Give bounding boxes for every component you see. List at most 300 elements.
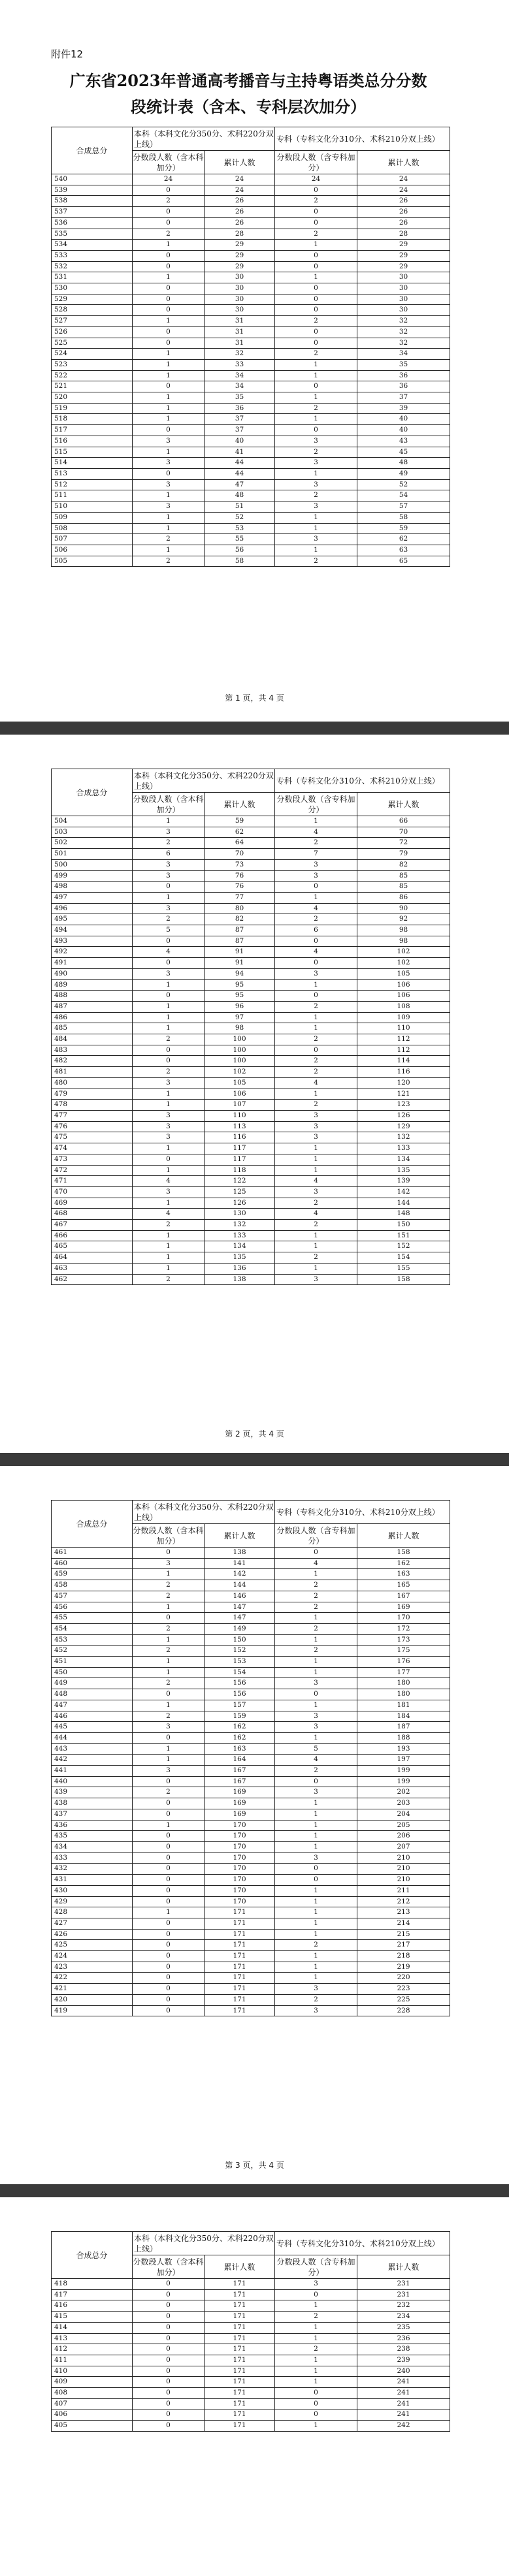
cell-score: 496	[52, 903, 133, 914]
cell-undergrad-count: 0	[133, 1864, 205, 1875]
cell-undergrad-count: 1	[133, 523, 205, 534]
cell-undergrad-cumulative: 171	[205, 2300, 275, 2312]
cell-score: 508	[52, 523, 133, 534]
cell-undergrad-cumulative: 95	[205, 991, 275, 1002]
cell-undergrad-count: 2	[133, 1711, 205, 1722]
cell-college-cumulative: 236	[357, 2333, 450, 2344]
cell-college-cumulative: 63	[357, 545, 450, 556]
cell-score: 540	[52, 174, 133, 185]
cell-college-count: 3	[275, 1984, 357, 1995]
table-row	[52, 849, 450, 860]
cell-undergrad-cumulative: 87	[205, 925, 275, 936]
table-row	[52, 2344, 450, 2355]
cell-college-count: 2	[275, 196, 357, 207]
table-row	[52, 1700, 450, 1711]
cell-undergrad-cumulative: 107	[205, 1100, 275, 1111]
cell-college-cumulative: 241	[357, 2409, 450, 2421]
header-college-count: 分数段人数（含专科加分）	[275, 151, 357, 174]
cell-undergrad-cumulative: 171	[205, 2279, 275, 2290]
cell-undergrad-count: 1	[133, 359, 205, 370]
cell-score: 518	[52, 414, 133, 425]
cell-college-cumulative: 241	[357, 2377, 450, 2388]
cell-undergrad-count: 0	[133, 1940, 205, 1951]
table-row	[52, 468, 450, 479]
cell-college-count: 2	[275, 556, 357, 567]
cell-college-count: 3	[275, 968, 357, 979]
table-row	[52, 1918, 450, 1929]
cell-college-cumulative: 142	[357, 1186, 450, 1198]
cell-college-cumulative: 106	[357, 979, 450, 991]
cell-score: 425	[52, 1940, 133, 1951]
cell-undergrad-cumulative: 64	[205, 838, 275, 849]
cell-score: 474	[52, 1143, 133, 1154]
cell-college-count: 0	[275, 2409, 357, 2421]
cell-college-cumulative: 70	[357, 827, 450, 838]
header-score: 合成总分	[52, 127, 133, 174]
cell-undergrad-cumulative: 154	[205, 1667, 275, 1678]
cell-undergrad-cumulative: 132	[205, 1220, 275, 1231]
table-row	[52, 1787, 450, 1798]
cell-college-count: 1	[275, 2366, 357, 2377]
table-row	[52, 1143, 450, 1154]
header-undergrad-cumulative: 累计人数	[205, 151, 275, 174]
cell-undergrad-count: 0	[133, 1689, 205, 1700]
cell-college-cumulative: 158	[357, 1548, 450, 1559]
cell-college-count: 1	[275, 1798, 357, 1809]
cell-undergrad-cumulative: 24	[205, 174, 275, 185]
cell-undergrad-count: 1	[133, 1700, 205, 1711]
cell-score: 442	[52, 1755, 133, 1766]
cell-college-count: 0	[275, 294, 357, 305]
cell-college-cumulative: 211	[357, 1885, 450, 1896]
table-row	[52, 1056, 450, 1067]
cell-undergrad-cumulative: 167	[205, 1766, 275, 1777]
cell-undergrad-count: 3	[133, 458, 205, 469]
table-row	[52, 2279, 450, 2290]
cell-college-cumulative: 220	[357, 1973, 450, 1984]
table-row	[52, 1940, 450, 1951]
cell-college-cumulative: 176	[357, 1657, 450, 1668]
cell-college-count: 1	[275, 1165, 357, 1176]
cell-score: 449	[52, 1678, 133, 1689]
table-row	[52, 261, 450, 272]
table-row	[52, 501, 450, 513]
cell-undergrad-cumulative: 171	[205, 1973, 275, 1984]
cell-undergrad-cumulative: 162	[205, 1732, 275, 1743]
cell-undergrad-cumulative: 171	[205, 2388, 275, 2399]
cell-college-cumulative: 165	[357, 1580, 450, 1591]
table-row	[52, 1678, 450, 1689]
header-undergrad-count: 分数段人数（含本科加分）	[133, 1524, 205, 1548]
cell-undergrad-count: 0	[133, 958, 205, 969]
cell-undergrad-cumulative: 34	[205, 381, 275, 392]
header-undergrad-count: 分数段人数（含本科加分）	[133, 151, 205, 174]
cell-undergrad-count: 3	[133, 1121, 205, 1132]
cell-score: 409	[52, 2377, 133, 2388]
cell-college-count: 2	[275, 838, 357, 849]
cell-college-count: 1	[275, 1885, 357, 1896]
table-row	[52, 859, 450, 870]
table-row	[52, 534, 450, 545]
cell-score: 444	[52, 1732, 133, 1743]
cell-college-count: 1	[275, 1263, 357, 1274]
cell-undergrad-cumulative: 138	[205, 1274, 275, 1285]
cell-score: 535	[52, 229, 133, 240]
cell-undergrad-cumulative: 171	[205, 2398, 275, 2409]
table-row	[52, 968, 450, 979]
cell-college-count: 0	[275, 1689, 357, 1700]
cell-college-cumulative: 54	[357, 490, 450, 501]
table-row	[52, 1001, 450, 1012]
cell-college-cumulative: 40	[357, 414, 450, 425]
cell-college-cumulative: 181	[357, 1700, 450, 1711]
cell-undergrad-cumulative: 26	[205, 207, 275, 218]
cell-college-count: 2	[275, 1646, 357, 1657]
table-row	[52, 1121, 450, 1132]
cell-college-cumulative: 39	[357, 403, 450, 414]
table-row	[52, 870, 450, 882]
table-row	[52, 1951, 450, 1962]
cell-college-cumulative: 241	[357, 2388, 450, 2399]
table-row	[52, 1580, 450, 1591]
cell-undergrad-cumulative: 171	[205, 1962, 275, 1973]
cell-undergrad-cumulative: 56	[205, 545, 275, 556]
cell-undergrad-count: 0	[133, 2388, 205, 2399]
cell-score: 517	[52, 425, 133, 436]
cell-college-cumulative: 175	[357, 1646, 450, 1657]
cell-college-cumulative: 132	[357, 1132, 450, 1143]
cell-college-count: 2	[275, 1623, 357, 1634]
cell-college-count: 3	[275, 1132, 357, 1143]
document-title-line2: 段统计表（含本、专科层次加分）	[131, 97, 366, 116]
cell-undergrad-count: 1	[133, 1165, 205, 1176]
cell-score: 498	[52, 882, 133, 893]
header-undergrad: 本科（本科文化分350分、术科220分双上线）	[133, 2232, 275, 2255]
cell-undergrad-cumulative: 170	[205, 1831, 275, 1842]
table-row	[52, 381, 450, 392]
cell-undergrad-cumulative: 116	[205, 1132, 275, 1143]
cell-undergrad-count: 0	[133, 1056, 205, 1067]
table-row	[52, 479, 450, 490]
cell-college-cumulative: 30	[357, 283, 450, 294]
header-college: 专科（专科文化分310分、术科210分双上线）	[275, 1501, 450, 1524]
cell-college-count: 0	[275, 936, 357, 947]
cell-college-count: 0	[275, 217, 357, 229]
cell-undergrad-count: 1	[133, 414, 205, 425]
cell-college-count: 3	[275, 1787, 357, 1798]
cell-college-count: 0	[275, 882, 357, 893]
cell-score: 524	[52, 349, 133, 360]
cell-college-count: 3	[275, 1678, 357, 1689]
cell-undergrad-count: 0	[133, 207, 205, 218]
cell-score: 510	[52, 501, 133, 513]
cell-college-count: 4	[275, 1209, 357, 1220]
cell-college-count: 0	[275, 1864, 357, 1875]
cell-undergrad-cumulative: 138	[205, 1548, 275, 1559]
cell-undergrad-cumulative: 94	[205, 968, 275, 979]
table-row	[52, 523, 450, 534]
cell-undergrad-count: 2	[133, 1646, 205, 1657]
cell-college-cumulative: 32	[357, 338, 450, 349]
table-row	[52, 1023, 450, 1034]
page-2	[0, 735, 509, 1453]
cell-college-cumulative: 85	[357, 882, 450, 893]
cell-college-cumulative: 188	[357, 1732, 450, 1743]
cell-score: 420	[52, 1994, 133, 2005]
cell-college-count: 1	[275, 1657, 357, 1668]
table-row	[52, 1875, 450, 1886]
cell-college-cumulative: 90	[357, 903, 450, 914]
table-row	[52, 1198, 450, 1209]
cell-college-cumulative: 48	[357, 458, 450, 469]
cell-college-count: 1	[275, 1667, 357, 1678]
cell-college-cumulative: 172	[357, 1623, 450, 1634]
cell-score: 520	[52, 392, 133, 404]
cell-undergrad-count: 0	[133, 2322, 205, 2333]
header-undergrad: 本科（本科文化分350分、术科220分双上线）	[133, 769, 275, 793]
cell-undergrad-cumulative: 171	[205, 1929, 275, 1940]
cell-college-cumulative: 35	[357, 359, 450, 370]
cell-undergrad-count: 3	[133, 903, 205, 914]
cell-undergrad-cumulative: 141	[205, 1558, 275, 1569]
cell-undergrad-count: 0	[133, 1841, 205, 1852]
cell-college-count: 1	[275, 1896, 357, 1907]
table-row	[52, 1165, 450, 1176]
cell-undergrad-count: 3	[133, 968, 205, 979]
cell-undergrad-count: 0	[133, 2409, 205, 2421]
cell-undergrad-cumulative: 95	[205, 979, 275, 991]
cell-score: 502	[52, 838, 133, 849]
cell-college-count: 3	[275, 2279, 357, 2290]
table-row	[52, 447, 450, 458]
cell-college-cumulative: 121	[357, 1089, 450, 1100]
cell-college-count: 2	[275, 490, 357, 501]
cell-score: 428	[52, 1907, 133, 1918]
cell-undergrad-cumulative: 76	[205, 870, 275, 882]
table-row	[52, 1558, 450, 1569]
page-footer: 第 2 页，共 4 页	[225, 1429, 284, 1439]
cell-score: 528	[52, 305, 133, 316]
cell-score: 495	[52, 914, 133, 925]
cell-score: 457	[52, 1591, 133, 1602]
header-college-count: 分数段人数（含专科加分）	[275, 1524, 357, 1548]
cell-score: 531	[52, 272, 133, 283]
cell-undergrad-cumulative: 91	[205, 947, 275, 958]
cell-college-count: 0	[275, 1548, 357, 1559]
cell-college-count: 1	[275, 414, 357, 425]
header-undergrad-count: 分数段人数（含本科加分）	[133, 2255, 205, 2279]
cell-undergrad-cumulative: 106	[205, 1089, 275, 1100]
cell-undergrad-cumulative: 87	[205, 936, 275, 947]
cell-undergrad-count: 1	[133, 1023, 205, 1034]
table-row	[52, 1973, 450, 1984]
cell-undergrad-count: 3	[133, 1722, 205, 1733]
cell-score: 494	[52, 925, 133, 936]
cell-college-cumulative: 144	[357, 1198, 450, 1209]
cell-undergrad-count: 2	[133, 1580, 205, 1591]
cell-undergrad-cumulative: 59	[205, 816, 275, 827]
cell-college-count: 0	[275, 305, 357, 316]
cell-undergrad-cumulative: 149	[205, 1623, 275, 1634]
cell-score: 513	[52, 468, 133, 479]
cell-undergrad-count: 2	[133, 1034, 205, 1045]
cell-undergrad-count: 0	[133, 2344, 205, 2355]
cell-college-count: 3	[275, 436, 357, 447]
cell-undergrad-count: 0	[133, 2377, 205, 2388]
cell-score: 533	[52, 250, 133, 261]
cell-score: 421	[52, 1984, 133, 1995]
cell-undergrad-cumulative: 167	[205, 1776, 275, 1787]
cell-college-cumulative: 238	[357, 2344, 450, 2355]
header-score: 合成总分	[52, 769, 133, 816]
cell-undergrad-cumulative: 80	[205, 903, 275, 914]
cell-undergrad-count: 0	[133, 1885, 205, 1896]
cell-undergrad-count: 1	[133, 1012, 205, 1023]
cell-college-count: 1	[275, 1973, 357, 1984]
header-undergrad: 本科（本科文化分350分、术科220分双上线）	[133, 127, 275, 151]
cell-college-cumulative: 155	[357, 1263, 450, 1274]
cell-undergrad-cumulative: 36	[205, 403, 275, 414]
cell-college-cumulative: 98	[357, 925, 450, 936]
cell-college-cumulative: 177	[357, 1667, 450, 1678]
cell-undergrad-count: 1	[133, 1252, 205, 1264]
cell-college-count: 4	[275, 903, 357, 914]
table-row	[52, 936, 450, 947]
cell-score: 490	[52, 968, 133, 979]
cell-college-count: 2	[275, 2312, 357, 2323]
cell-undergrad-cumulative: 98	[205, 1023, 275, 1034]
header-college: 专科（专科文化分310分、术科210分双上线）	[275, 2232, 450, 2255]
cell-score: 464	[52, 1252, 133, 1264]
cell-undergrad-count: 2	[133, 1591, 205, 1602]
table-row	[52, 545, 450, 556]
cell-college-cumulative: 29	[357, 261, 450, 272]
cell-college-count: 1	[275, 2377, 357, 2388]
cell-undergrad-count: 0	[133, 1984, 205, 1995]
cell-score: 456	[52, 1602, 133, 1613]
cell-college-cumulative: 32	[357, 316, 450, 327]
cell-college-count: 2	[275, 1198, 357, 1209]
table-row	[52, 1186, 450, 1198]
cell-undergrad-cumulative: 150	[205, 1634, 275, 1646]
cell-college-cumulative: 225	[357, 1994, 450, 2005]
cell-college-cumulative: 139	[357, 1176, 450, 1187]
cell-undergrad-cumulative: 171	[205, 2355, 275, 2366]
cell-college-cumulative: 212	[357, 1896, 450, 1907]
cell-score: 410	[52, 2366, 133, 2377]
cell-score: 483	[52, 1045, 133, 1056]
table-row	[52, 1241, 450, 1252]
cell-score: 407	[52, 2398, 133, 2409]
cell-college-count: 1	[275, 1918, 357, 1929]
cell-undergrad-cumulative: 102	[205, 1067, 275, 1078]
cell-college-count: 1	[275, 1154, 357, 1165]
cell-undergrad-count: 1	[133, 392, 205, 404]
cell-undergrad-count: 1	[133, 1241, 205, 1252]
header-college: 专科（专科文化分310分、术科210分双上线）	[275, 127, 450, 151]
cell-undergrad-count: 4	[133, 1209, 205, 1220]
cell-score: 468	[52, 1209, 133, 1220]
cell-score: 434	[52, 1841, 133, 1852]
cell-score: 503	[52, 827, 133, 838]
cell-undergrad-cumulative: 48	[205, 490, 275, 501]
cell-undergrad-count: 1	[133, 1820, 205, 1831]
cell-undergrad-cumulative: 31	[205, 326, 275, 338]
cell-college-count: 2	[275, 403, 357, 414]
table-row	[52, 1263, 450, 1274]
header-score: 合成总分	[52, 1501, 133, 1548]
cell-undergrad-count: 0	[133, 2289, 205, 2300]
table-row	[52, 2421, 450, 2432]
cell-college-cumulative: 40	[357, 425, 450, 436]
cell-undergrad-count: 1	[133, 1755, 205, 1766]
cell-score: 427	[52, 1918, 133, 1929]
cell-undergrad-count: 1	[133, 979, 205, 991]
cell-score: 454	[52, 1623, 133, 1634]
table-row	[52, 1929, 450, 1940]
table-row	[52, 1034, 450, 1045]
cell-undergrad-count: 2	[133, 534, 205, 545]
cell-undergrad-count: 1	[133, 1001, 205, 1012]
cell-college-count: 4	[275, 1755, 357, 1766]
cell-undergrad-count: 0	[133, 217, 205, 229]
cell-undergrad-count: 0	[133, 1798, 205, 1809]
table-row	[52, 1067, 450, 1078]
cell-score: 417	[52, 2289, 133, 2300]
table-row	[52, 816, 450, 827]
cell-college-cumulative: 202	[357, 1787, 450, 1798]
cell-college-cumulative: 30	[357, 305, 450, 316]
table-row	[52, 1012, 450, 1023]
page-4	[0, 2197, 509, 2576]
table-row	[52, 1743, 450, 1755]
cell-undergrad-count: 2	[133, 1274, 205, 1285]
cell-college-count: 2	[275, 1766, 357, 1777]
cell-score: 539	[52, 185, 133, 196]
cell-college-count: 0	[275, 1045, 357, 1056]
table-row	[52, 1657, 450, 1668]
cell-undergrad-count: 1	[133, 1907, 205, 1918]
cell-college-count: 2	[275, 1001, 357, 1012]
cell-college-cumulative: 150	[357, 1220, 450, 1231]
table-row	[52, 217, 450, 229]
cell-college-cumulative: 223	[357, 1984, 450, 1995]
cell-college-cumulative: 108	[357, 1001, 450, 1012]
cell-college-cumulative: 26	[357, 196, 450, 207]
table-row	[52, 2377, 450, 2388]
cell-score: 519	[52, 403, 133, 414]
cell-college-cumulative: 210	[357, 1864, 450, 1875]
table-row	[52, 2312, 450, 2323]
cell-score: 522	[52, 370, 133, 381]
cell-undergrad-count: 0	[133, 1929, 205, 1940]
cell-undergrad-count: 0	[133, 326, 205, 338]
cell-college-count: 3	[275, 2005, 357, 2016]
cell-undergrad-cumulative: 31	[205, 338, 275, 349]
cell-score: 440	[52, 1776, 133, 1787]
cell-undergrad-cumulative: 171	[205, 1984, 275, 1995]
cell-score: 437	[52, 1809, 133, 1820]
cell-college-count: 2	[275, 1591, 357, 1602]
cell-undergrad-cumulative: 82	[205, 914, 275, 925]
header-undergrad-cumulative: 累计人数	[205, 2255, 275, 2279]
cell-undergrad-cumulative: 134	[205, 1241, 275, 1252]
cell-score: 497	[52, 892, 133, 903]
cell-undergrad-cumulative: 55	[205, 534, 275, 545]
cell-college-count: 1	[275, 892, 357, 903]
table-row	[52, 185, 450, 196]
cell-college-cumulative: 109	[357, 1012, 450, 1023]
